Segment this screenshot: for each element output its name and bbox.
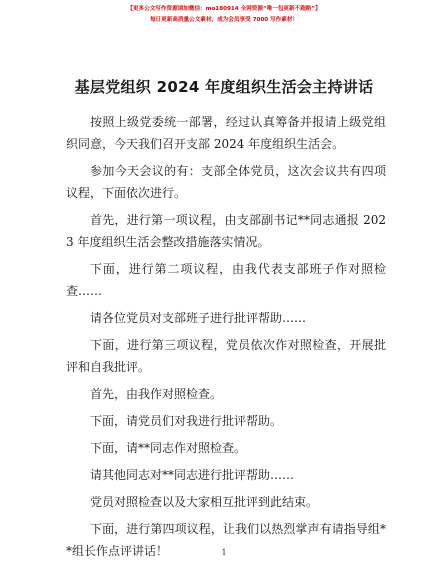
- paragraph-8: 下面，请党员们对我进行批评帮助。: [90, 414, 283, 428]
- paragraph-4: 下面，进行第二项议程，由我代表支部班子作对照检查……: [66, 262, 386, 298]
- promo-banner-line-2: 每日更新高质量公文素材，成为会员享受 7000 写作素材！: [149, 17, 299, 23]
- paragraph-5: 请各位党员对支部班子进行批评帮助……: [90, 311, 307, 325]
- paragraph-12: 下面，进行第四项议程，让我们以热烈掌声有请指导组**组长作点评讲话！: [66, 522, 386, 558]
- paragraph-1: 按照上级党委统一部署，经过认真筹备并报请上级党组织同意，今天我们召开支部 2024 年度组织生活会。: [66, 115, 386, 151]
- paragraph-11: 党员对照检查以及大家相互批评到此结束。: [90, 495, 319, 509]
- paragraph-6: 下面，进行第三项议程，党员依次作对照检查，开展批评和自我批评。: [66, 338, 386, 374]
- paragraph-3: 首先，进行第一项议程，由支部副书记**同志通报 2023 年度组织生活会整改措施落实情况。: [66, 213, 386, 249]
- paragraph-7: 首先，由我作对照检查。: [90, 387, 223, 401]
- paragraph-2: 参加今天会议的有：支部全体党员，这次会议共有四项议程，下面依次进行。: [66, 164, 386, 200]
- promo-banner: [0, 4, 448, 26]
- paragraph-10: 请其他同志对**同志进行批评帮助……: [90, 468, 295, 482]
- document-body: [66, 111, 386, 567]
- page-number: 1: [221, 548, 227, 557]
- document-title: 基层党组织 2024 年度组织生活会主持讲话: [74, 78, 374, 96]
- promo-banner-line-1: 【更多公文写作资源请加微信：mo180914 全网资源“唯一包更新不跑路”】: [127, 6, 321, 12]
- paragraph-9: 下面，请**同志作对照检查。: [90, 441, 247, 455]
